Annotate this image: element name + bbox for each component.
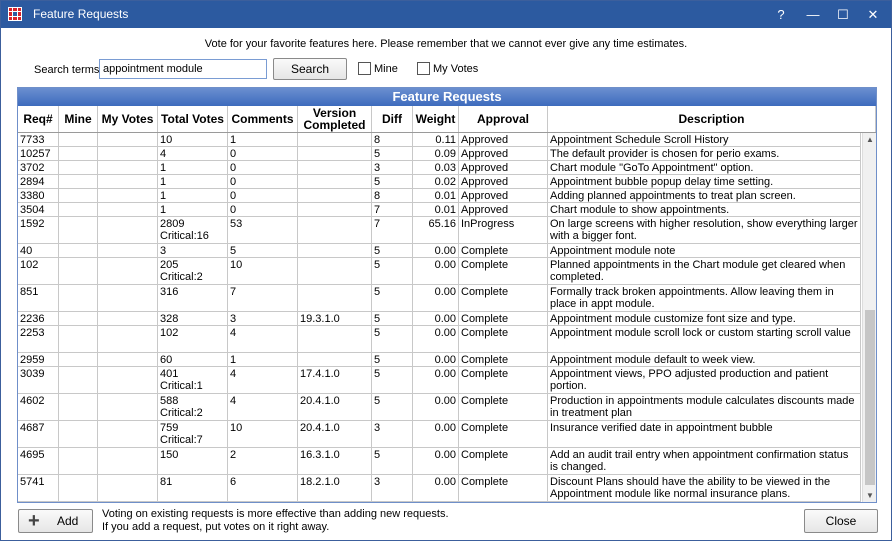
cell-req-num: 7733 xyxy=(18,133,59,146)
cell-description: Chart module "GoTo Appointment" option. xyxy=(548,161,861,174)
search-button[interactable]: Search xyxy=(273,58,347,80)
scroll-thumb[interactable] xyxy=(865,310,875,485)
cell-my-votes xyxy=(98,326,158,352)
table-row[interactable] xyxy=(18,448,861,475)
cell-weight: 0.00 xyxy=(413,312,459,325)
cell-comments: 6 xyxy=(228,475,298,501)
cell-req-num: 102 xyxy=(18,258,59,284)
cell-mine xyxy=(59,258,98,284)
cell-description: Insurance verified date in appointment bubble xyxy=(548,421,861,447)
cell-weight: 0.01 xyxy=(413,203,459,216)
cell-diff: 3 xyxy=(372,421,413,447)
column-header-mine[interactable]: Mine xyxy=(59,106,98,132)
cell-req-num: 2236 xyxy=(18,312,59,325)
cell-description: On large screens with higher resolution, show everything larger with a bigger font. xyxy=(548,217,861,243)
cell-total-votes: 2809 Critical:16 xyxy=(158,217,228,243)
cell-comments: 4 xyxy=(228,367,298,393)
column-header-description[interactable]: Description xyxy=(548,106,876,132)
cell-my-votes xyxy=(98,203,158,216)
cell-approval: Complete xyxy=(459,285,548,311)
cell-total-votes: 401 Critical:1 xyxy=(158,367,228,393)
cell-description: Appointment bubble popup delay time setting. xyxy=(548,175,861,188)
cell-total-votes: 588 Critical:2 xyxy=(158,394,228,420)
cell-my-votes xyxy=(98,258,158,284)
chevron-down-icon[interactable]: ▼ xyxy=(866,491,874,500)
cell-mine xyxy=(59,203,98,216)
cell-total-votes: 1 xyxy=(158,175,228,188)
cell-diff: 3 xyxy=(372,161,413,174)
cell-weight: 0.01 xyxy=(413,189,459,202)
cell-version-completed xyxy=(298,133,372,146)
grid-rows xyxy=(18,133,861,503)
cell-total-votes: 1 xyxy=(158,189,228,202)
column-header-comments[interactable]: Comments xyxy=(228,106,298,132)
cell-weight: 0.00 xyxy=(413,244,459,257)
cell-comments: 7 xyxy=(228,285,298,311)
cell-my-votes xyxy=(98,367,158,393)
cell-my-votes xyxy=(98,285,158,311)
table-row[interactable] xyxy=(18,353,861,367)
search-input[interactable] xyxy=(99,59,267,79)
cell-description: The default provider is chosen for perio exams. xyxy=(548,147,861,160)
cell-description: Discount Plans should have the ability to be viewed in the Appointment module like normal insurance plans. xyxy=(548,475,861,501)
cell-version-completed: 16.3.1.0 xyxy=(298,448,372,474)
cell-description: Chart module to show appointments. xyxy=(548,203,861,216)
cell-description: Appointment module note xyxy=(548,244,861,257)
cell-mine xyxy=(59,217,98,243)
column-header-version-completed[interactable]: Version Completed xyxy=(298,106,372,132)
cell-approval: Approved xyxy=(459,161,548,174)
cell-my-votes xyxy=(98,217,158,243)
cell-version-completed xyxy=(298,217,372,243)
instructions-text: Vote for your favorite features here. Please remember that we cannot ever give any time estimates. xyxy=(204,38,688,50)
cell-description: Formally track broken appointments. Allow leaving them in place in appt module. xyxy=(548,285,861,311)
cell-approval: Complete xyxy=(459,421,548,447)
cell-mine xyxy=(59,244,98,257)
add-button[interactable] xyxy=(18,509,93,533)
cell-approval: Complete xyxy=(459,448,548,474)
cell-diff: 5 xyxy=(372,175,413,188)
footer-note-line1: Voting on existing requests is more effective than adding new requests. xyxy=(102,508,449,520)
close-button[interactable]: Close xyxy=(804,509,878,533)
cell-req-num: 4602 xyxy=(18,394,59,420)
cell-version-completed xyxy=(298,175,372,188)
cell-weight: 0.00 xyxy=(413,448,459,474)
cell-mine xyxy=(59,161,98,174)
cell-weight: 0.00 xyxy=(413,285,459,311)
cell-weight: 65.16 xyxy=(413,217,459,243)
cell-my-votes xyxy=(98,133,158,146)
cell-comments: 1 xyxy=(228,133,298,146)
cell-version-completed xyxy=(298,244,372,257)
table-row[interactable] xyxy=(18,421,861,448)
cell-description: Planned appointments in the Chart module get cleared when completed. xyxy=(548,258,861,284)
cell-total-votes: 102 xyxy=(158,326,228,352)
cell-my-votes xyxy=(98,448,158,474)
cell-weight: 0.11 xyxy=(413,133,459,146)
cell-approval: Complete xyxy=(459,258,548,284)
column-header-total-votes[interactable]: Total Votes xyxy=(158,106,228,132)
cell-my-votes xyxy=(98,244,158,257)
cell-total-votes: 316 xyxy=(158,285,228,311)
cell-comments: 0 xyxy=(228,161,298,174)
grid-header xyxy=(18,106,876,133)
cell-my-votes xyxy=(98,189,158,202)
cell-approval: Complete xyxy=(459,244,548,257)
cell-mine xyxy=(59,326,98,352)
close-window-button[interactable]: ✕ xyxy=(867,7,879,22)
cell-total-votes: 328 xyxy=(158,312,228,325)
cell-req-num: 10257 xyxy=(18,147,59,160)
cell-total-votes: 60 xyxy=(158,353,228,366)
cell-my-votes xyxy=(98,175,158,188)
cell-comments: 4 xyxy=(228,326,298,352)
cell-mine xyxy=(59,367,98,393)
cell-comments: 2 xyxy=(228,448,298,474)
cell-weight: 0.00 xyxy=(413,258,459,284)
column-header-my-votes[interactable]: My Votes xyxy=(98,106,158,132)
table-row[interactable] xyxy=(18,326,861,353)
cell-description: Adding planned appointments to treat plan screen. xyxy=(548,189,861,202)
cell-approval: Complete xyxy=(459,312,548,325)
cell-description: Production in appointments module calculates discounts made in treatment plan xyxy=(548,394,861,420)
column-header-weight[interactable]: Weight xyxy=(413,106,459,132)
cell-my-votes xyxy=(98,147,158,160)
my-votes-checkbox-label: My Votes xyxy=(433,63,479,75)
cell-comments: 0 xyxy=(228,175,298,188)
cell-comments: 10 xyxy=(228,258,298,284)
table-row[interactable] xyxy=(18,312,861,326)
cell-approval: Complete xyxy=(459,394,548,420)
cell-total-votes: 205 Critical:2 xyxy=(158,258,228,284)
my-votes-checkbox[interactable] xyxy=(417,62,430,75)
cell-weight: 0.00 xyxy=(413,475,459,501)
cell-version-completed: 20.4.1.0 xyxy=(298,421,372,447)
cell-total-votes: 1 xyxy=(158,161,228,174)
cell-version-completed xyxy=(298,285,372,311)
cell-version-completed: 18.2.1.0 xyxy=(298,475,372,501)
cell-description: Appointment module default to week view. xyxy=(548,353,861,366)
cell-my-votes xyxy=(98,421,158,447)
cell-comments: 3 xyxy=(228,312,298,325)
cell-description: Appointment module customize font size and type. xyxy=(548,312,861,325)
mine-checkbox-label: Mine xyxy=(374,63,398,75)
table-row[interactable] xyxy=(18,394,861,421)
cell-req-num: 851 xyxy=(18,285,59,311)
cell-total-votes: 759 Critical:7 xyxy=(158,421,228,447)
cell-total-votes: 150 xyxy=(158,448,228,474)
help-button[interactable]: ? xyxy=(777,7,785,22)
cell-mine xyxy=(59,133,98,146)
cell-diff: 5 xyxy=(372,312,413,325)
cell-approval: Complete xyxy=(459,367,548,393)
cell-weight: 0.02 xyxy=(413,175,459,188)
cell-approval: Approved xyxy=(459,175,548,188)
cell-total-votes: 3 xyxy=(158,244,228,257)
table-row[interactable] xyxy=(18,244,861,258)
cell-comments: 5 xyxy=(228,244,298,257)
cell-total-votes: 10 xyxy=(158,133,228,146)
cell-req-num: 2894 xyxy=(18,175,59,188)
column-header-req-num[interactable]: Req# xyxy=(18,106,59,132)
cell-comments: 4 xyxy=(228,394,298,420)
cell-mine xyxy=(59,189,98,202)
cell-diff: 5 xyxy=(372,147,413,160)
cell-weight: 0.00 xyxy=(413,421,459,447)
vertical-scrollbar[interactable] xyxy=(862,133,877,503)
cell-version-completed xyxy=(298,326,372,352)
cell-my-votes xyxy=(98,312,158,325)
cell-my-votes xyxy=(98,475,158,501)
cell-approval: Complete xyxy=(459,475,548,501)
cell-mine xyxy=(59,353,98,366)
footer-note-line2: If you add a request, put votes on it right away. xyxy=(102,521,330,533)
table-row[interactable] xyxy=(18,203,861,217)
cell-diff: 5 xyxy=(372,258,413,284)
minimize-button[interactable]: — xyxy=(806,7,820,22)
cell-comments: 0 xyxy=(228,147,298,160)
table-row[interactable] xyxy=(18,147,861,161)
cell-req-num: 4687 xyxy=(18,421,59,447)
cell-req-num: 3702 xyxy=(18,161,59,174)
cell-total-votes: 81 xyxy=(158,475,228,501)
table-row[interactable] xyxy=(18,175,861,189)
cell-description: Appointment Schedule Scroll History xyxy=(548,133,861,146)
cell-mine xyxy=(59,147,98,160)
cell-mine xyxy=(59,175,98,188)
cell-mine xyxy=(59,448,98,474)
cell-req-num: 3380 xyxy=(18,189,59,202)
cell-version-completed: 17.4.1.0 xyxy=(298,367,372,393)
table-row[interactable] xyxy=(18,161,861,175)
column-header-diff[interactable]: Diff xyxy=(372,106,413,132)
search-label: Search terms xyxy=(34,64,100,76)
cell-diff: 8 xyxy=(372,189,413,202)
cell-weight: 0.09 xyxy=(413,147,459,160)
plus-icon: + xyxy=(28,510,40,532)
cell-version-completed xyxy=(298,353,372,366)
cell-my-votes xyxy=(98,353,158,366)
cell-comments: 0 xyxy=(228,189,298,202)
cell-diff: 8 xyxy=(372,133,413,146)
add-button-label: Add xyxy=(57,514,79,528)
cell-version-completed xyxy=(298,258,372,284)
column-header-approval[interactable]: Approval xyxy=(459,106,548,132)
table-row[interactable] xyxy=(18,133,861,147)
cell-approval: Complete xyxy=(459,326,548,352)
cell-version-completed: 19.3.1.0 xyxy=(298,312,372,325)
cell-mine xyxy=(59,475,98,501)
cell-diff: 3 xyxy=(372,475,413,501)
cell-req-num: 3504 xyxy=(18,203,59,216)
grid-title: Feature Requests xyxy=(18,88,876,106)
app-icon xyxy=(8,7,22,21)
cell-approval: Complete xyxy=(459,353,548,366)
cell-version-completed xyxy=(298,161,372,174)
table-row[interactable] xyxy=(18,285,861,312)
cell-diff: 7 xyxy=(372,217,413,243)
cell-description: Appointment views, PPO adjusted production and patient portion. xyxy=(548,367,861,393)
cell-approval: Approved xyxy=(459,133,548,146)
cell-description: Appointment module scroll lock or custom starting scroll value xyxy=(548,326,861,352)
cell-version-completed: 20.4.1.0 xyxy=(298,394,372,420)
cell-total-votes: 4 xyxy=(158,147,228,160)
cell-description: Add an audit trail entry when appointment confirmation status is changed. xyxy=(548,448,861,474)
title-bar xyxy=(1,1,891,28)
cell-approval: InProgress xyxy=(459,217,548,243)
cell-weight: 0.00 xyxy=(413,326,459,352)
cell-req-num: 4695 xyxy=(18,448,59,474)
cell-mine xyxy=(59,421,98,447)
table-row[interactable] xyxy=(18,189,861,203)
cell-comments: 53 xyxy=(228,217,298,243)
cell-req-num: 5741 xyxy=(18,475,59,501)
cell-weight: 0.00 xyxy=(413,367,459,393)
cell-version-completed xyxy=(298,203,372,216)
cell-approval: Approved xyxy=(459,189,548,202)
cell-diff: 5 xyxy=(372,353,413,366)
cell-my-votes xyxy=(98,161,158,174)
chevron-up-icon[interactable]: ▲ xyxy=(866,135,874,144)
cell-req-num: 40 xyxy=(18,244,59,257)
cell-mine xyxy=(59,394,98,420)
cell-diff: 5 xyxy=(372,244,413,257)
cell-mine xyxy=(59,285,98,311)
cell-total-votes: 1 xyxy=(158,203,228,216)
cell-req-num: 2959 xyxy=(18,353,59,366)
cell-diff: 5 xyxy=(372,326,413,352)
cell-diff: 5 xyxy=(372,448,413,474)
cell-approval: Approved xyxy=(459,147,548,160)
cell-diff: 5 xyxy=(372,394,413,420)
cell-diff: 7 xyxy=(372,203,413,216)
cell-version-completed xyxy=(298,189,372,202)
mine-checkbox[interactable] xyxy=(358,62,371,75)
window-title: Feature Requests xyxy=(33,7,129,21)
table-row[interactable] xyxy=(18,217,861,244)
cell-req-num: 3039 xyxy=(18,367,59,393)
cell-comments: 1 xyxy=(228,353,298,366)
cell-version-completed xyxy=(298,147,372,160)
cell-req-num: 1592 xyxy=(18,217,59,243)
table-row[interactable] xyxy=(18,475,861,502)
cell-weight: 0.00 xyxy=(413,394,459,420)
cell-weight: 0.00 xyxy=(413,353,459,366)
cell-comments: 0 xyxy=(228,203,298,216)
cell-diff: 5 xyxy=(372,285,413,311)
cell-weight: 0.03 xyxy=(413,161,459,174)
feature-requests-grid xyxy=(17,87,877,503)
cell-req-num: 2253 xyxy=(18,326,59,352)
table-row[interactable] xyxy=(18,367,861,394)
cell-diff: 5 xyxy=(372,367,413,393)
cell-mine xyxy=(59,312,98,325)
table-row[interactable] xyxy=(18,258,861,285)
cell-my-votes xyxy=(98,394,158,420)
cell-approval: Approved xyxy=(459,203,548,216)
maximize-button[interactable]: ☐ xyxy=(837,7,849,22)
cell-comments: 10 xyxy=(228,421,298,447)
